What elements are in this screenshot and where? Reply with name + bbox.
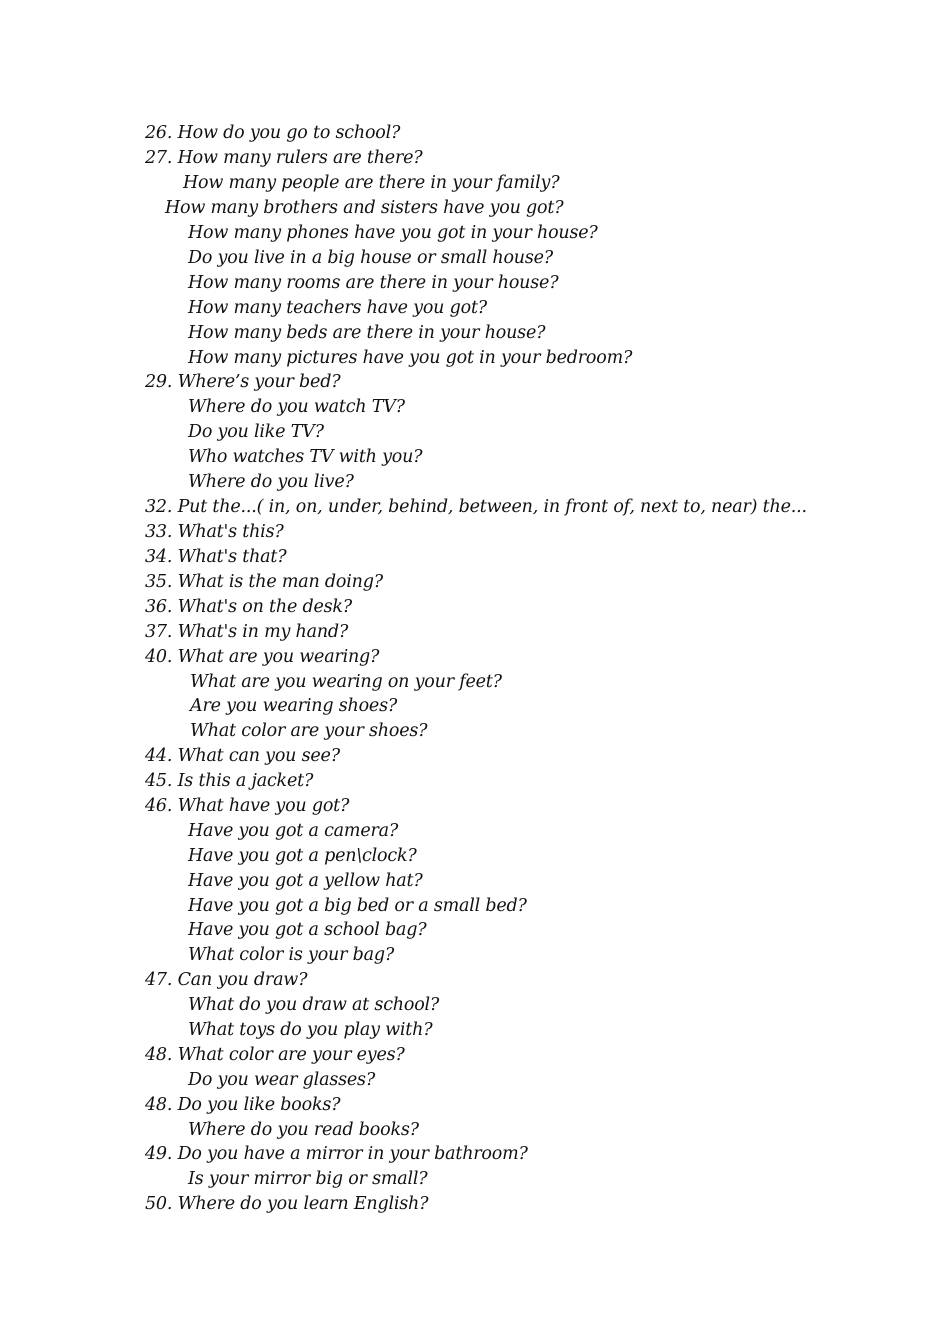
sub-question: How many beds are there in your house? bbox=[188, 323, 546, 343]
sub-question: What color is your bag? bbox=[188, 945, 395, 965]
sub-question: How many phones have you got in your house? bbox=[188, 223, 598, 243]
sub-question: How many people are there in your family? bbox=[183, 173, 560, 193]
sub-question: Do you wear glasses? bbox=[188, 1070, 375, 1090]
sub-question: What do you draw at school? bbox=[188, 995, 440, 1015]
sub-question: Have you got a yellow hat? bbox=[188, 871, 423, 891]
sub-question: Have you got a big bed or a small bed? bbox=[188, 896, 527, 916]
sub-question: How many brothers and sisters have you got? bbox=[165, 198, 564, 218]
sub-question: How many pictures have you got in your bedroom? bbox=[188, 348, 633, 368]
question-40: 40. What are you wearing? bbox=[145, 647, 380, 667]
sub-question: Do you live in a big house or small house? bbox=[188, 248, 553, 268]
question-33: 33. What's this? bbox=[145, 522, 284, 542]
sub-question: Have you got a pen\clock? bbox=[188, 846, 417, 866]
question-36: 36. What's on the desk? bbox=[145, 597, 352, 617]
question-46: 46. What have you got? bbox=[145, 796, 350, 816]
question-45: 45. Is this a jacket? bbox=[145, 771, 314, 791]
sub-question: How many rooms are there in your house? bbox=[188, 273, 559, 293]
question-48b: 48. Do you like books? bbox=[145, 1095, 341, 1115]
sub-question: Do you like TV? bbox=[188, 422, 324, 442]
sub-question: Where do you read books? bbox=[188, 1120, 419, 1140]
question-29: 29. Where’s your bed? bbox=[145, 372, 341, 392]
question-26: 26. How do you go to school? bbox=[145, 123, 401, 143]
sub-question: What are you wearing on your feet? bbox=[190, 672, 502, 692]
question-34: 34. What's that? bbox=[145, 547, 287, 567]
question-27: 27. How many rulers are there? bbox=[145, 148, 423, 168]
sub-question: Have you got a camera? bbox=[188, 821, 399, 841]
sub-question: Have you got a school bag? bbox=[188, 920, 427, 940]
question-32: 32. Put the...( in, on, under, behind, between, in front of, next to, near) the... bbox=[145, 497, 807, 517]
question-37: 37. What's in my hand? bbox=[145, 622, 349, 642]
sub-question: How many teachers have you got? bbox=[188, 298, 487, 318]
sub-question: Where do you live? bbox=[188, 472, 354, 492]
sub-question: What color are your shoes? bbox=[190, 721, 428, 741]
question-49: 49. Do you have a mirror in your bathroom? bbox=[145, 1144, 528, 1164]
question-50: 50. Where do you learn English? bbox=[145, 1194, 429, 1214]
sub-question: Is your mirror big or small? bbox=[188, 1169, 428, 1189]
question-47: 47. Can you draw? bbox=[145, 970, 308, 990]
question-44: 44. What can you see? bbox=[145, 746, 340, 766]
sub-question: What toys do you play with? bbox=[188, 1020, 433, 1040]
sub-question: Are you wearing shoes? bbox=[190, 696, 398, 716]
sub-question: Who watches TV with you? bbox=[188, 447, 423, 467]
question-35: 35. What is the man doing? bbox=[145, 572, 383, 592]
question-48: 48. What color are your eyes? bbox=[145, 1045, 405, 1065]
sub-question: Where do you watch TV? bbox=[188, 397, 405, 417]
